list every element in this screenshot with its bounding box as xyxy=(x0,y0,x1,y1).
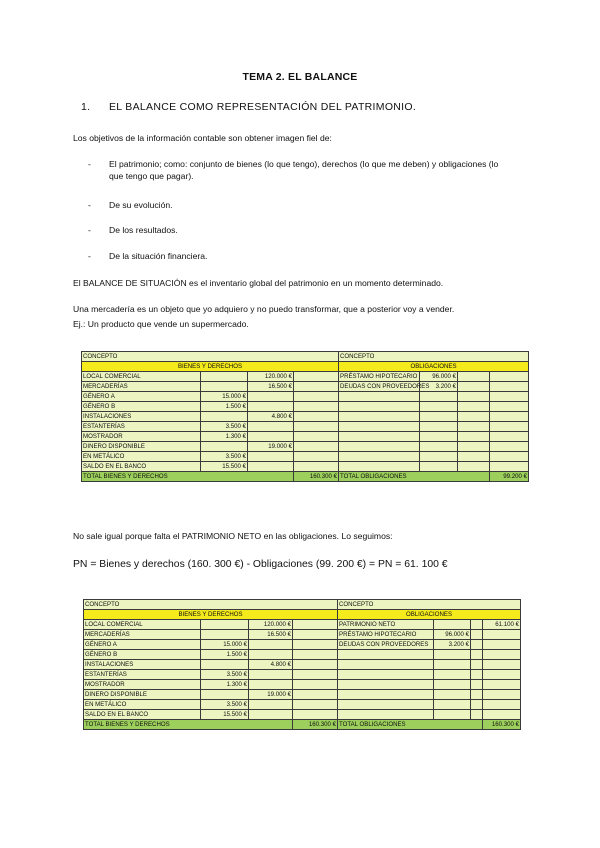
row-spacer xyxy=(471,710,483,720)
row-spacer xyxy=(293,700,338,710)
row-liability-detail xyxy=(434,620,471,630)
row-label: MOSTRADOR xyxy=(82,432,201,442)
row-detail-value: 3.500 € xyxy=(201,670,249,680)
table-row xyxy=(84,660,521,670)
row-detail-value: 3.500 € xyxy=(201,452,248,462)
row-liability-value xyxy=(483,710,521,720)
row-liability-detail xyxy=(420,392,458,402)
table-row xyxy=(84,650,521,660)
row-liability-label: PRÉSTAMO HIPOTECARIO xyxy=(339,372,420,382)
row-detail-value: 3.500 € xyxy=(201,422,248,432)
row-detail-value: 15.500 € xyxy=(201,710,249,720)
concept-header-right: CONCEPTO xyxy=(339,352,529,362)
merchandise-example: Ej.: Un producto que vende un supermercado. xyxy=(73,319,249,329)
row-spacer xyxy=(293,620,338,630)
row-liability-value xyxy=(490,392,529,402)
row-label: DINERO DISPONIBLE xyxy=(84,690,201,700)
row-spacer xyxy=(458,402,490,412)
row-liability-label xyxy=(338,670,434,680)
row-detail-value: 3.500 € xyxy=(201,700,249,710)
net-worth-formula: PN = Bienes y derechos (160. 300 €) - Obligaciones (99. 200 €) = PN = 61. 100 € xyxy=(73,559,448,570)
row-spacer xyxy=(294,462,339,472)
table-row xyxy=(82,412,529,422)
row-liability-value xyxy=(490,452,529,462)
row-detail-value xyxy=(201,620,249,630)
row-detail-value: 15.500 € xyxy=(201,462,248,472)
row-spacer xyxy=(471,660,483,670)
row-label: EN METÁLICO xyxy=(82,452,201,462)
row-liability-detail xyxy=(420,422,458,432)
section-number: 1. xyxy=(81,101,91,113)
row-label: GÉNERO B xyxy=(84,650,201,660)
bullet-item xyxy=(88,199,509,211)
row-spacer xyxy=(294,432,339,442)
row-spacer xyxy=(293,710,338,720)
row-spacer xyxy=(458,382,490,392)
table-row xyxy=(84,700,521,710)
row-value xyxy=(248,452,294,462)
balance-definition: El BALANCE DE SITUACIÓN es el inventario global del patrimonio en un momento determinado. xyxy=(73,278,444,288)
row-liability-detail xyxy=(420,462,458,472)
row-detail-value: 1.500 € xyxy=(201,650,249,660)
row-label: SALDO EN EL BANCO xyxy=(82,462,201,472)
balance-table-1 xyxy=(81,351,529,482)
table-row xyxy=(84,620,521,630)
balance-table-2 xyxy=(83,599,521,730)
row-liability-detail xyxy=(434,670,471,680)
row-detail-value xyxy=(201,690,249,700)
row-value: 16.500 € xyxy=(248,382,294,392)
row-value: 4.800 € xyxy=(248,412,294,422)
liabilities-header: OBLIGACIONES xyxy=(338,610,521,620)
row-liability-detail xyxy=(434,690,471,700)
row-liability-value xyxy=(483,660,521,670)
row-liability-label xyxy=(339,462,420,472)
row-spacer xyxy=(471,630,483,640)
row-spacer xyxy=(458,432,490,442)
row-liability-detail xyxy=(420,452,458,462)
row-value: 120.000 € xyxy=(248,372,294,382)
row-spacer xyxy=(293,680,338,690)
table-row xyxy=(82,462,529,472)
row-spacer xyxy=(294,392,339,402)
row-value xyxy=(249,640,293,650)
row-liability-value xyxy=(483,670,521,680)
row-liability-label xyxy=(339,442,420,452)
bullet-text: El patrimonio; como: conjunto de bienes (lo que tengo), derechos (lo que me deben) y obligaciones (lo que tengo que pagar). xyxy=(109,159,499,181)
row-label: LOCAL COMERCIAL xyxy=(82,372,201,382)
row-spacer xyxy=(471,690,483,700)
row-label: ESTANTERÍAS xyxy=(84,670,201,680)
row-spacer xyxy=(458,392,490,402)
table-row xyxy=(84,640,521,650)
row-detail-value xyxy=(201,382,248,392)
row-label: MOSTRADOR xyxy=(84,680,201,690)
section-heading xyxy=(81,101,416,113)
bullet-dash: - xyxy=(88,225,91,235)
row-liability-detail xyxy=(434,710,471,720)
row-spacer xyxy=(293,690,338,700)
row-value xyxy=(248,432,294,442)
row-detail-value xyxy=(201,412,248,422)
row-liability-value: 61.100 € xyxy=(483,620,521,630)
row-liability-detail xyxy=(434,680,471,690)
table-row xyxy=(82,402,529,412)
table-row xyxy=(82,442,529,452)
row-detail-value: 15.000 € xyxy=(201,640,249,650)
row-spacer xyxy=(293,650,338,660)
row-value xyxy=(249,650,293,660)
concept-header-left: CONCEPTO xyxy=(82,352,339,362)
row-value xyxy=(248,462,294,472)
row-liability-value xyxy=(483,690,521,700)
row-spacer xyxy=(458,412,490,422)
row-spacer xyxy=(458,462,490,472)
row-spacer xyxy=(458,442,490,452)
row-liability-label: PRÉSTAMO HIPOTECARIO xyxy=(338,630,434,640)
table-row xyxy=(82,422,529,432)
net-worth-note: No sale igual porque falta el PATRIMONIO NETO en las obligaciones. Lo seguimos: xyxy=(73,531,393,541)
row-liability-detail xyxy=(420,442,458,452)
row-liability-value xyxy=(490,422,529,432)
row-detail-value xyxy=(201,442,248,452)
assets-header: BIENES Y DERECHOS xyxy=(84,610,338,620)
row-liability-value xyxy=(490,382,529,392)
row-liability-detail xyxy=(420,402,458,412)
row-liability-label xyxy=(339,412,420,422)
total-liabilities-value: 99.200 € xyxy=(490,472,529,482)
row-label: DINERO DISPONIBLE xyxy=(82,442,201,452)
total-assets-label: TOTAL BIENES Y DERECHOS xyxy=(82,472,294,482)
row-spacer xyxy=(458,372,490,382)
row-detail-value: 15.000 € xyxy=(201,392,248,402)
row-liability-detail xyxy=(434,700,471,710)
row-liability-label: DEUDAS CON PROVEEDORES xyxy=(340,382,430,390)
table-row xyxy=(84,680,521,690)
row-label: INSTALACIONES xyxy=(84,660,201,670)
row-value: 19.000 € xyxy=(249,690,293,700)
row-liability-label: PATRIMONIO NETO xyxy=(338,620,434,630)
row-spacer xyxy=(471,640,483,650)
row-value: 4.800 € xyxy=(249,660,293,670)
row-value xyxy=(249,710,293,720)
row-liability-detail xyxy=(434,650,471,660)
row-liability-detail xyxy=(420,412,458,422)
row-liability-value xyxy=(483,650,521,660)
row-liability-value xyxy=(490,442,529,452)
row-liability-value xyxy=(490,432,529,442)
row-detail-value: 1.300 € xyxy=(201,432,248,442)
section-heading-text: EL BALANCE COMO REPRESENTACIÓN DEL PATRIMONIO. xyxy=(109,101,417,113)
total-assets-label: TOTAL BIENES Y DERECHOS xyxy=(84,720,293,730)
row-value: 19.000 € xyxy=(248,442,294,452)
row-liability-detail xyxy=(434,660,471,670)
bullet-text: De su evolución. xyxy=(109,200,173,210)
liabilities-header: OBLIGACIONES xyxy=(339,362,529,372)
row-liability-value xyxy=(483,630,521,640)
row-spacer xyxy=(294,422,339,432)
table-row xyxy=(82,432,529,442)
row-liability-label xyxy=(339,432,420,442)
row-liability-label xyxy=(338,680,434,690)
row-liability-value xyxy=(483,640,521,650)
row-liability-detail: 3.200 € xyxy=(434,640,471,650)
row-liability-value xyxy=(490,412,529,422)
row-label: MERCADERÍAS xyxy=(84,630,201,640)
row-liability-label xyxy=(338,660,434,670)
row-label: GÉNERO A xyxy=(84,640,201,650)
intro-paragraph: Los objetivos de la información contable son obtener imagen fiel de: xyxy=(73,133,332,143)
row-value xyxy=(249,700,293,710)
concept-header-right: CONCEPTO xyxy=(338,600,521,610)
row-liability-detail: 3.200 € xyxy=(420,382,458,392)
row-liability-detail: 96.000 € xyxy=(420,372,458,382)
row-liability-value xyxy=(483,680,521,690)
total-assets-value: 160.300 € xyxy=(293,720,338,730)
row-liability-value xyxy=(490,372,529,382)
bullet-text: De los resultados. xyxy=(109,225,178,235)
row-liability-detail xyxy=(420,432,458,442)
bullet-item xyxy=(88,224,509,236)
merchandise-definition: Una mercadería es un objeto que yo adquiero y no puedo transformar, que a posterior voy a vender. xyxy=(73,304,455,314)
row-liability-label xyxy=(339,452,420,462)
row-detail-value xyxy=(201,630,249,640)
row-spacer xyxy=(458,452,490,462)
concept-header-left: CONCEPTO xyxy=(84,600,338,610)
row-spacer xyxy=(458,422,490,432)
row-label: MERCADERÍAS xyxy=(82,382,201,392)
table-row xyxy=(82,372,529,382)
row-spacer xyxy=(471,650,483,660)
row-label: LOCAL COMERCIAL xyxy=(84,620,201,630)
row-label: ESTANTERÍAS xyxy=(82,422,201,432)
row-spacer xyxy=(471,700,483,710)
assets-header: BIENES Y DERECHOS xyxy=(82,362,339,372)
row-liability-label xyxy=(338,690,434,700)
row-value xyxy=(248,392,294,402)
row-spacer xyxy=(294,402,339,412)
row-label: GÉNERO B xyxy=(82,402,201,412)
bullet-text: De la situación financiera. xyxy=(109,251,208,261)
row-label: INSTALACIONES xyxy=(82,412,201,422)
row-liability-label xyxy=(338,700,434,710)
row-liability-label xyxy=(338,650,434,660)
table-row xyxy=(82,392,529,402)
total-liabilities-label: TOTAL OBLIGACIONES xyxy=(339,472,490,482)
row-spacer xyxy=(471,620,483,630)
row-detail-value xyxy=(201,372,248,382)
row-liability-value xyxy=(490,402,529,412)
row-spacer xyxy=(293,640,338,650)
bullet-item xyxy=(88,158,509,182)
row-spacer xyxy=(294,372,339,382)
row-label: EN METÁLICO xyxy=(84,700,201,710)
row-spacer xyxy=(294,442,339,452)
bullet-dash: - xyxy=(88,200,91,210)
row-spacer xyxy=(294,382,339,392)
row-spacer xyxy=(471,670,483,680)
row-spacer xyxy=(294,412,339,422)
row-spacer xyxy=(293,670,338,680)
total-assets-value: 160.300 € xyxy=(294,472,339,482)
row-detail-value: 1.300 € xyxy=(201,680,249,690)
total-liabilities-value: 160.300 € xyxy=(483,720,521,730)
row-spacer xyxy=(293,660,338,670)
row-value xyxy=(248,402,294,412)
row-spacer xyxy=(293,630,338,640)
table-row xyxy=(82,382,529,392)
row-value xyxy=(249,680,293,690)
row-spacer xyxy=(294,452,339,462)
bullet-dash: - xyxy=(88,159,91,169)
row-detail-value xyxy=(201,660,249,670)
table-row xyxy=(84,630,521,640)
row-value: 120.000 € xyxy=(249,620,293,630)
bullet-dash: - xyxy=(88,251,91,261)
row-detail-value: 1.500 € xyxy=(201,402,248,412)
page-title: TEMA 2. EL BALANCE xyxy=(242,71,358,83)
row-liability-value xyxy=(490,462,529,472)
table-row xyxy=(82,452,529,462)
row-label: GÉNERO A xyxy=(82,392,201,402)
bullet-item xyxy=(88,250,509,262)
row-value xyxy=(249,670,293,680)
row-liability-label: DEUDAS CON PROVEEDORES xyxy=(338,640,434,650)
row-liability-label xyxy=(339,392,420,402)
table-row xyxy=(84,690,521,700)
row-liability-value xyxy=(483,700,521,710)
row-label: SALDO EN EL BANCO xyxy=(84,710,201,720)
row-value: 16.500 € xyxy=(249,630,293,640)
row-liability-detail: 96.000 € xyxy=(434,630,471,640)
total-liabilities-label: TOTAL OBLIGACIONES xyxy=(338,720,483,730)
row-liability-label xyxy=(339,402,420,412)
row-value xyxy=(248,422,294,432)
row-liability-label xyxy=(338,710,434,720)
row-spacer xyxy=(471,680,483,690)
table-row xyxy=(84,710,521,720)
table-row xyxy=(84,670,521,680)
row-liability-label xyxy=(339,422,420,432)
